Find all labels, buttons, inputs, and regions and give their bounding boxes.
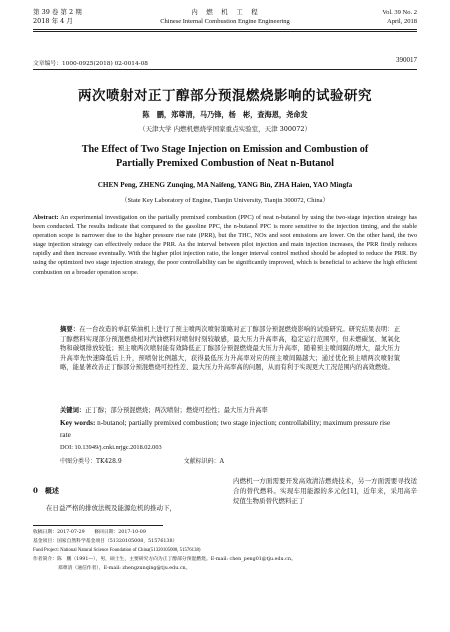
footnote-corresponding: 郑尊清（通信作者），E-mail: zhengzunqing@tju.edu.cn。 (58, 566, 191, 571)
body-text-right: 内燃机一方面需要开发高效清洁燃烧技术，另一方面需要寻找适合的替代燃料。实现车用能源的多元化[1]，近年来，采用高辛烷值生物质替代燃料正丁 (233, 477, 417, 506)
header-divider-thin (33, 31, 417, 32)
article-id: 390017 (396, 56, 417, 64)
title-en (0, 143, 450, 171)
article-meta (33, 58, 417, 67)
affiliation-cn: （天津大学 内燃机燃烧学国家重点实验室，天津 300072） (139, 125, 311, 133)
abstract-cn-label: 摘要： (60, 326, 80, 333)
keywords-en (60, 417, 400, 441)
keywords-cn-label: 关键词： (60, 407, 86, 414)
clc-number: 中图分类号：TK428.9 (60, 458, 122, 465)
publication-date: 2018 年 4 月 (33, 17, 73, 25)
abstract-en-label: Abstract: (33, 214, 59, 221)
keywords-cn-text: 正丁醇；部分预混燃烧；两次喷射；燃烧可控性；最大压力升高率 (85, 407, 268, 414)
volume-issue-en: Vol. 39 No. 2 (382, 9, 417, 16)
journal-name-en: Chinese Internal Combustion Engine Engineering (160, 18, 290, 25)
header-divider (33, 29, 417, 30)
keywords-en-label: Key words: (60, 419, 96, 427)
keywords-en-text: n-butanol; partially premixed combustion; two stage injection; controllability; maximum pressure rise rate (60, 419, 391, 439)
footnote-fund-cn: 基金项目：国家自然科学基金项目（51320105008，51576138） (33, 539, 178, 544)
footnote-divider (33, 525, 163, 526)
classification-row (60, 456, 400, 465)
authors-cn: 陈 鹏，郑尊清，马乃锋，杨 彬，查海恩，尧命发 (142, 110, 308, 119)
publication-date-en: April, 2018 (387, 18, 417, 25)
document-code: 文献标识码：A (183, 458, 224, 465)
volume-issue: 第 39 卷 第 2 期 (33, 8, 82, 16)
section-heading: 0 概述 (33, 486, 59, 495)
title-en-line2: Partially Premixed Combustion of Neat n-Butanol (116, 158, 334, 169)
title-cn: 两次喷射对正丁醇部分预混燃烧影响的试验研究 (78, 88, 372, 104)
abstract-cn (60, 325, 400, 373)
article-number: 文章编号：1000-0925(2018) 02-0014-08 (33, 61, 148, 67)
title-en-line1: The Effect of Two Stage Injection on Emission and Combustion of (81, 144, 369, 155)
abstract-en (33, 213, 417, 277)
authors-en: CHEN Peng, ZHENG Zunqing, MA Naifeng, YANG Bin, ZHA Haien, YAO Mingfa (97, 181, 353, 189)
abstract-en-text: An experimental investigation on the partially premixed combustion (PPC) of neat n-butanol by using the two-stage injection strategy has been conducted. The results indicate that compared to the gasoline PPC, the n-butanol PPC is more sensitive to the injection timing, and the stable operation scope is narrower due to the higher pressure rise rate (PRR), but the THC, NOx and soot emissions are lower. On the other hand, the two stage injection strategy can effectively reduce the PRR. As the interval between pilot injection and main injection increases, the PRR firstly reduces rapidly and then increase eventually. With the higher pilot injection ratio, the longer interval control method should be adopted to reduce the PRR. By using the optimized two stage injection strategy, the poor controllability can be significantly improved, which is beneficial to achieve the high efficient combustion on a broader operation scope. (33, 214, 417, 276)
abstract-cn-text: 在一台改造的单缸柴油机上进行了预主喷两次喷射策略对正丁醇部分预混燃烧影响的试验研究。研究结果表明：正丁醇燃料实现部分预混燃烧相对汽油燃料对喷射时刻较敏感，最大压力升高率高，稳定运行范围窄，但未燃碳氢、氮氧化物和碳烟排放较低；预主喷两次喷射能有效降低正丁醇部分预混燃烧最大压力升高率，随着预主喷间隔的增大，最大压力升高率先快速降低后上升，预喷射比例越大，获得最低压力升高率对应的预主喷间隔越大；通过优化预主喷两次喷射策略，能显著改善正丁醇部分预混燃烧可控性差、最大压力升高率高的问题，从而有利于实现更大工况范围内的高效燃烧。 (60, 326, 401, 372)
footnote-dates: 收稿日期：2017-07-29 修回日期：2017-10-09 (33, 530, 146, 535)
journal-name-cn: 内 燃 机 工 程 (191, 8, 259, 16)
footnote-author-info: 作者简介：陈 鹏（1991—），男，硕士生，主要研究方向为正丁醇部分预混燃烧。E-mail: chen_peng01@tju.edu.cn。 (33, 557, 296, 562)
keywords-cn (60, 405, 400, 414)
body-text-left: 在日益严格的排放法规及能源危机的推动下， (46, 504, 176, 512)
doi: DOI: 10.13949/j.cnki.nrjgc.2018.02.003 (60, 444, 162, 451)
footnote-fund-en: Fund Project: National Natural Science Foundation of China(51320105008, 51576138) (33, 548, 201, 553)
journal-vol-header (382, 8, 417, 26)
meta-divider (33, 69, 417, 70)
affiliation-en: （State Key Laboratory of Engine, Tianjin University, Tianjin 300072, China） (121, 197, 329, 204)
